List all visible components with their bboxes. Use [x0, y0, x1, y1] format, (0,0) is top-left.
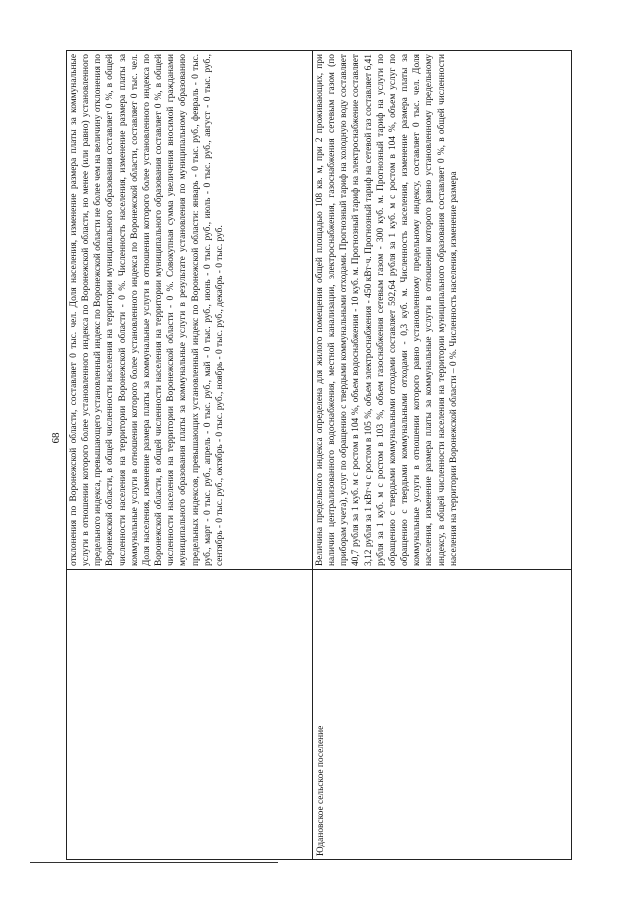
description-cell: отклонения по Воронежской области, составляет 0 тыс. чел. Доля населения, изменение размера платы за коммунальные услуги в отношении которого более установленного индекса по Воронежской области, но менее (или равно) установленного предельного индекса, превышающего установленный индекс по Воронежской области не более чем на величину отклонения по Воронежской области, в общей численности населения на территории муниципального образования составляет 0 %, в общей численности населения на территории Воронежской области - 0 %. Численность населения, изменение размера платы за коммунальные услуги в отношении которого более установленного индекса по Воронежской области, составляет 0 тыс. чел. Доля населения, изменение размера платы за коммунальные услуги в отношении которого более установленного индекса по Воронежской области, в общей численности населения на территории муниципального образования составляет 0 %, в общей численности населения на территории Воронежской области - 0 %. Совокупная сумма увеличения вносимой гражданами муниципального образования платы за коммунальные услуги в результате установления по муниципальному образованию предельных индексов, превышающих установленный индекс по Воронежской области: январь - 0 тыс. руб., февраль - 0 тыс. руб., март - 0 тыс. руб., апрель - 0 тыс. руб., май - 0 тыс. руб., июнь - 0 тыс. руб., июль - 0 тыс. руб., август - 0 тыс. руб., сентябрь - 0 тыс. руб., октябрь - 0 тыс. руб., ноябрь - 0 тыс. руб., декабрь - 0 тыс. руб.	[69, 54, 225, 566]
table-row	[313, 51, 571, 859]
footnote-rule	[30, 862, 278, 863]
settlement-name-cell	[67, 569, 312, 859]
table-row	[67, 51, 313, 859]
settlement-name-cell: Юдановское сельское поселение	[313, 569, 571, 859]
page-number: 68	[50, 432, 62, 444]
tariff-table	[66, 50, 572, 860]
description-cell: Величина предельного индекса определена для жилого помещения общей площадью 108 кв. м, при 2 проживающих, при наличии централизованного водоснабжения, местной канализации, электроснабжения, газоснабжения сетевым газом (по приборам учета), услуг по обращению с твердыми коммунальными отходами. Прогнозный тариф на холодную воду составляет 40,7 рубля за 1 куб. м с ростом в 104 %, объем водоснабжения - 10 куб. м. Прогнозный тариф на электроснабжение составляет 3,12 рубля за 1 кВт·ч с ростом в 105 %, объем электроснабжения - 450 кВт·ч. Прогнозный тариф на сетевой газ составляет 6,41 рубля за 1 куб. м с ростом в 103 %, объем газоснабжения сетевым газом - 300 куб. м. Прогнозный тариф на услуги по обращению с твердыми коммунальными отходами составляет 592,64 рубля за 1 куб. м с ростом в 104 %, объем услуг по обращению с твердыми коммунальными отходами - 0,3 куб. м. Численность населения, изменение размера платы за коммунальные услуги в отношении которого равно установленному предельному индексу, составляет 0 тыс. чел. Доля населения, изменение размера платы за коммунальные услуги в отношении которого равно установленному предельному индексу, в общей численности населения на территории муниципального образования составляет 0 %, в общей численности населения на территории Воронежской области – 0 %. Численность населения, изменение размера	[315, 54, 459, 566]
